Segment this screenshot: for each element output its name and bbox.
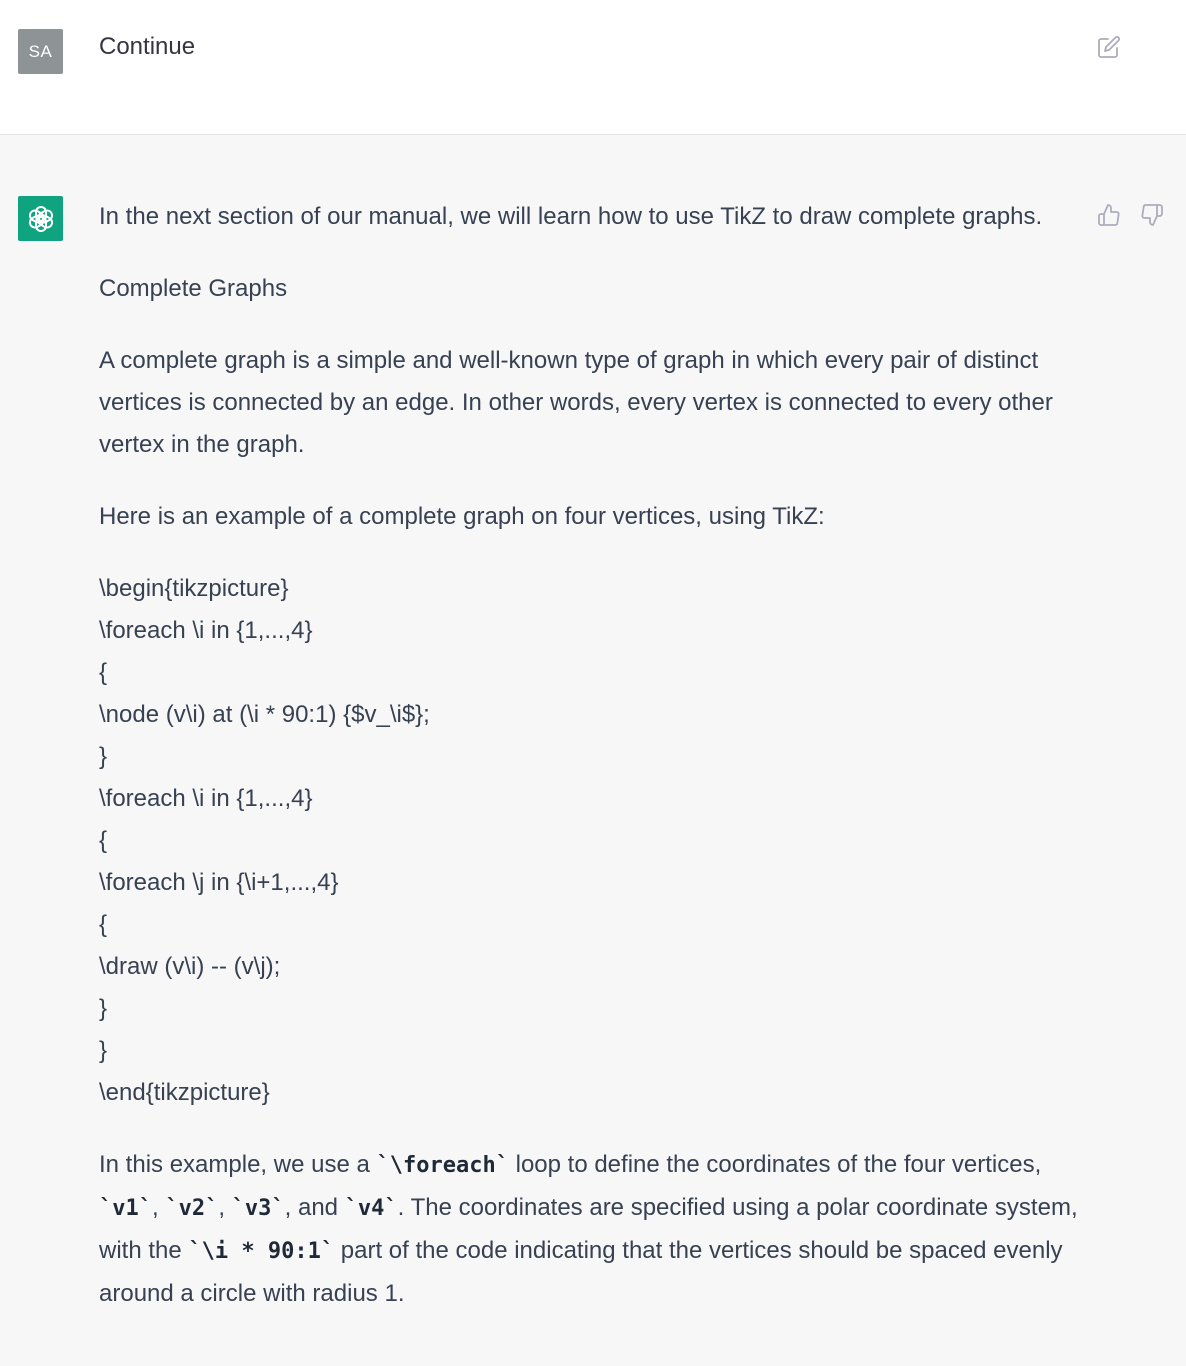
- explanation-text: part of the code indicating that the vertices should be spaced evenly around a circle with radius 1.: [99, 1237, 1063, 1307]
- code-line: \node (v\i) at (\i * 90:1) {$v_\i$};: [99, 701, 430, 728]
- tikz-code-block: [99, 568, 1089, 1114]
- user-message-text: Continue: [99, 33, 196, 60]
- inline-code-v2: `v2`: [165, 1196, 219, 1221]
- inline-code-v1: `v1`: [99, 1196, 152, 1221]
- explanation-text: ,: [151, 1194, 166, 1221]
- explanation-text: , and: [284, 1194, 345, 1221]
- explanation-text: In this example, we use a: [99, 1151, 377, 1178]
- section-heading: Complete Graphs: [99, 275, 288, 302]
- inline-code-polar: `\i * 90:1`: [188, 1239, 335, 1264]
- openai-logo-icon: [25, 203, 57, 235]
- explanation-text: . The coordinates are specified using a polar coordinate system, with the: [99, 1194, 1078, 1264]
- explanation-text: ,: [218, 1194, 232, 1221]
- inline-code-v3: `v3`: [231, 1196, 285, 1221]
- code-line: {: [99, 911, 108, 938]
- explanation-text: loop to define the coordinates of the four vertices,: [508, 1151, 1042, 1178]
- edit-message-button[interactable]: [1095, 33, 1123, 61]
- explanation-paragraph: [99, 1144, 1089, 1315]
- code-line: {: [99, 827, 108, 854]
- code-line: \foreach \j in {\i+1,...,4}: [99, 869, 339, 896]
- assistant-message-row: [0, 136, 1186, 1366]
- assistant-message-content: [99, 196, 1089, 1345]
- user-avatar: [18, 29, 63, 74]
- assistant-avatar: [18, 196, 63, 241]
- code-line: \draw (v\i) -- (v\j);: [99, 953, 281, 980]
- thumbs-down-button[interactable]: [1137, 200, 1167, 230]
- intro-paragraph: In the next section of our manual, we will learn how to use TikZ to draw complete graphs.: [99, 203, 1043, 230]
- inline-code-foreach: `\foreach`: [376, 1153, 509, 1178]
- code-line: \begin{tikzpicture}: [99, 575, 289, 602]
- definition-paragraph: A complete graph is a simple and well-known type of graph in which every pair of distinct vertices is connected by an edge. In other words, every vertex is connected to every other vertex in the graph.: [99, 347, 1053, 458]
- thumbs-down-icon: [1140, 203, 1164, 227]
- code-line: }: [99, 995, 108, 1022]
- code-line: {: [99, 659, 108, 686]
- inline-code-v4: `v4`: [344, 1196, 398, 1221]
- edit-icon: [1097, 35, 1121, 59]
- thumbs-up-icon: [1097, 203, 1121, 227]
- user-message-row: [0, 0, 1186, 135]
- example-intro-paragraph: Here is an example of a complete graph on four vertices, using TikZ:: [99, 503, 825, 530]
- code-line: }: [99, 743, 108, 770]
- code-line: }: [99, 1037, 108, 1064]
- thumbs-up-button[interactable]: [1094, 200, 1124, 230]
- user-avatar-initials: SA: [28, 41, 53, 61]
- code-line: \foreach \i in {1,...,4}: [99, 617, 313, 644]
- code-line: \end{tikzpicture}: [99, 1079, 270, 1106]
- code-line: \foreach \i in {1,...,4}: [99, 785, 313, 812]
